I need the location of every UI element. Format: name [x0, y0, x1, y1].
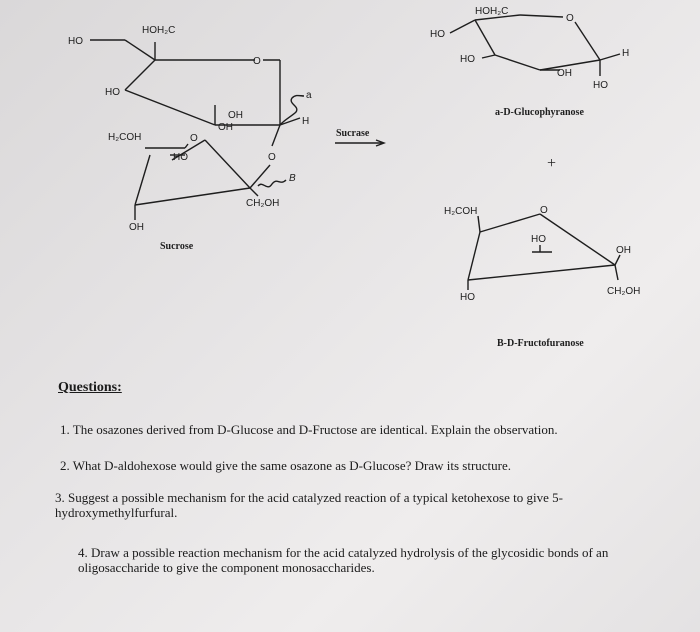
glucose-atom-label: HO	[460, 54, 475, 65]
fructose-atom-label: OH	[616, 245, 631, 256]
sucrose-atom-label: CH₂OH	[246, 198, 280, 209]
question-item: 2. What D-aldohexose would give the same osazone as D-Glucose? Draw its structure.	[60, 458, 512, 473]
sucrose-atom-label: HO	[68, 36, 83, 47]
fructose-atom-label: CH₂OH	[607, 286, 641, 297]
sucrose-atom-label: HO	[173, 152, 188, 163]
beta-label: B	[289, 173, 296, 184]
reaction-arrow	[335, 140, 384, 146]
sucrose-atom-label: OH	[218, 122, 233, 133]
glucose-atom-label: OH	[557, 68, 572, 79]
sucrose-atom-label: O	[268, 152, 276, 163]
sucrase-label: Sucrase	[336, 128, 370, 139]
questions-heading: Questions:	[58, 380, 122, 395]
glucose-atom-label: H	[622, 48, 630, 59]
alpha-label: a	[306, 90, 312, 101]
sucrose-caption: Sucrose	[160, 241, 194, 252]
glucopyranose-caption: a-D-Glucophyranose	[495, 107, 584, 118]
glucopyranose-structure	[450, 15, 620, 76]
glucose-atom-label: O	[566, 13, 574, 24]
sucrose-atom-label: OH	[228, 110, 243, 121]
fructose-atom-label: H₂COH	[444, 206, 478, 217]
sucrose-atom-label: OH	[129, 222, 144, 233]
glucose-atom-label: HO	[593, 80, 608, 91]
sucrose-atom-label: H₂COH	[108, 132, 142, 143]
question-item: 3. Suggest a possible mechanism for the acid catalyzed reaction of a typical ketohexose to give 5-hydroxymethylfurfural.	[55, 490, 563, 520]
sucrose-atom-label: HOH₂C	[142, 25, 176, 36]
fructose-atom-label: HO	[460, 292, 475, 303]
fructofuranose-caption: B-D-Fructofuranose	[497, 338, 584, 349]
sucrose-atom-label: O	[253, 56, 261, 67]
question-item: 1. The osazones derived from D-Glucose and D-Fructose are identical. Explain the observation.	[60, 422, 558, 437]
sucrose-structure	[90, 40, 304, 220]
fructose-atom-label: O	[540, 205, 548, 216]
fructofuranose-structure	[468, 214, 620, 290]
question-item: 4. Draw a possible reaction mechanism for the acid catalyzed hydrolysis of the glycosidic bonds of an oligosaccharide to give the component monosaccharides.	[78, 545, 609, 575]
sucrose-atom-label: O	[190, 133, 198, 144]
glucose-atom-label: HO	[430, 29, 445, 40]
fructose-atom-label: HO	[531, 234, 546, 245]
glucose-atom-label: HOH₂C	[475, 6, 509, 17]
plus-sign: +	[547, 155, 557, 172]
sucrose-atom-label: H	[302, 116, 310, 127]
sucrose-atom-label: HO	[105, 87, 120, 98]
